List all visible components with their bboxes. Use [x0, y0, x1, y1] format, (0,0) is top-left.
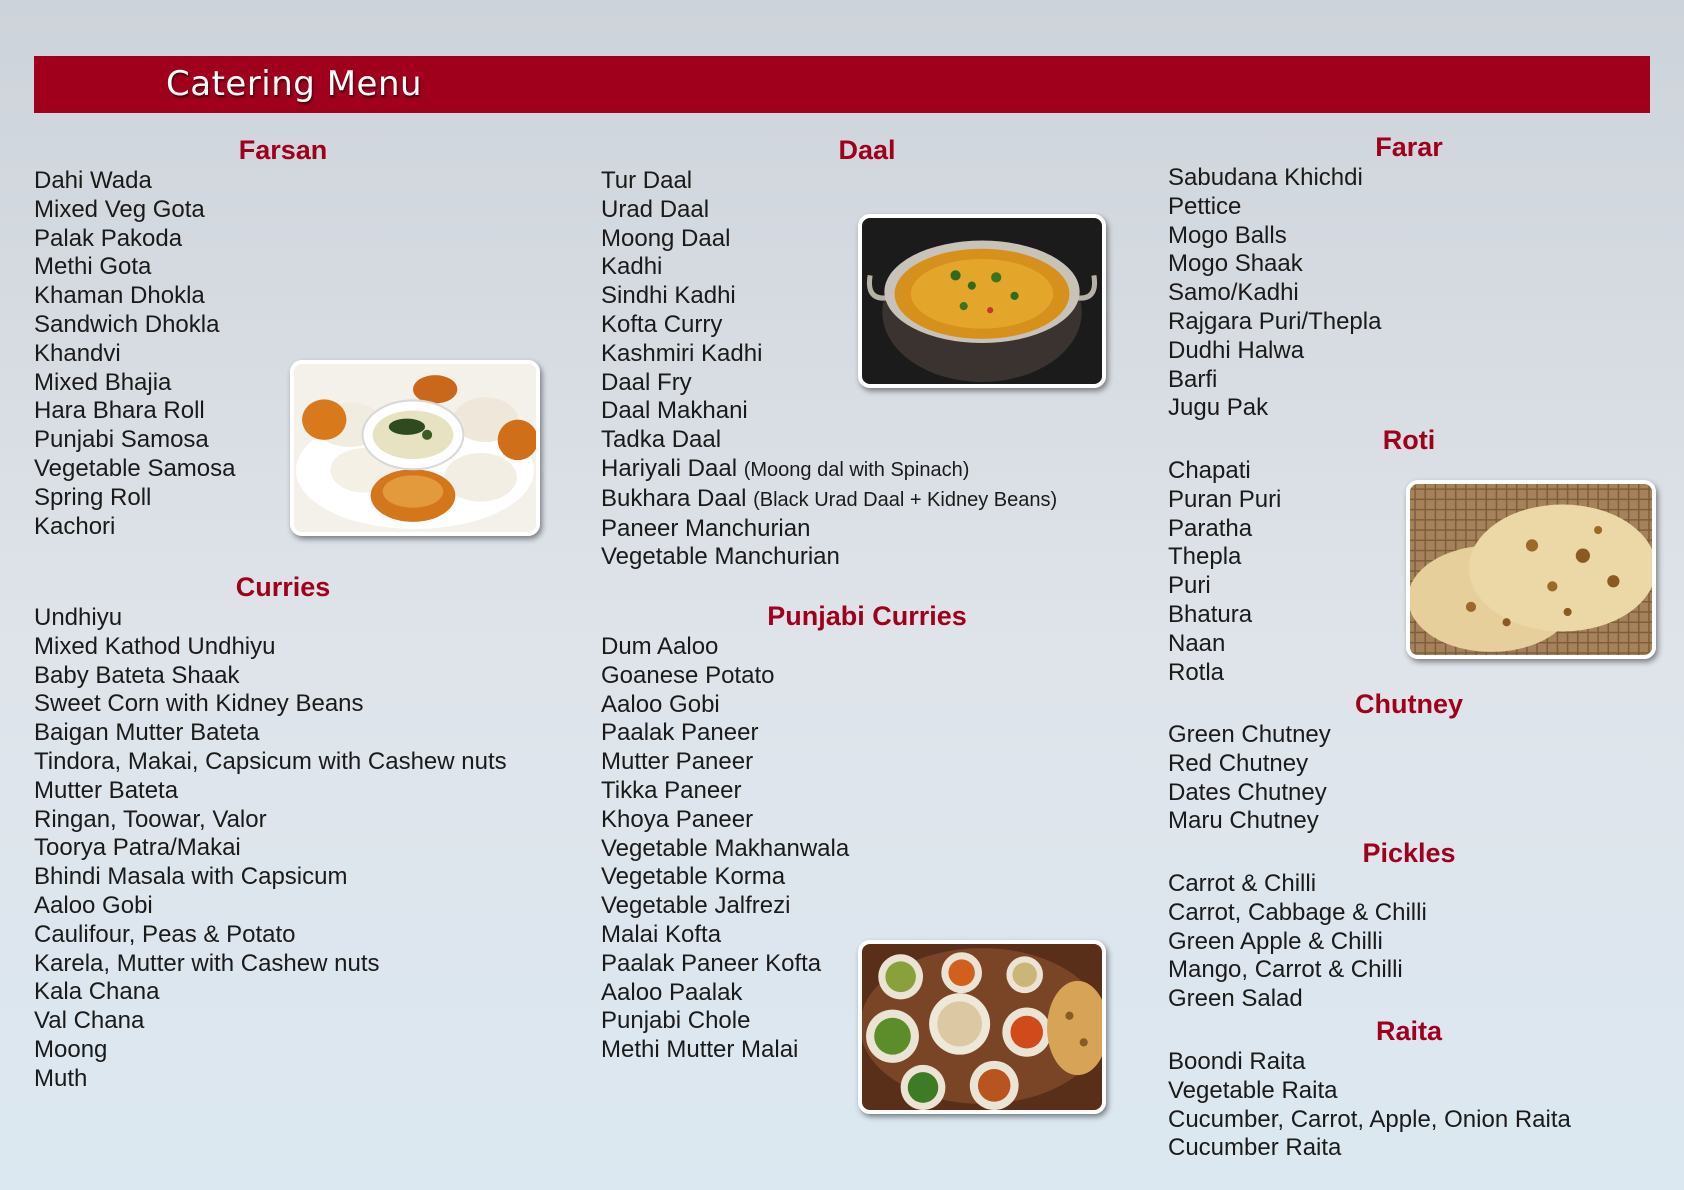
list-item: Malai Kofta: [601, 920, 722, 948]
list-item: Goanese Potato: [601, 661, 775, 689]
list-item: Caulifour, Peas & Potato: [34, 920, 296, 948]
list-item: Khandvi: [34, 339, 121, 367]
list-item: Toorya Patra/Makai: [34, 834, 241, 862]
list-item: Dudhi Halwa: [1168, 336, 1305, 364]
list-item: [601, 485, 1133, 515]
list-item: Dum Aaloo: [601, 633, 719, 660]
list-item: Mixed Veg Gota: [34, 195, 205, 223]
page-title: Catering Menu: [166, 64, 423, 104]
list-item: Hara Bhara Roll: [34, 397, 205, 425]
list-item: Mutter Bateta: [34, 776, 179, 804]
title-banner: [34, 56, 1650, 113]
list-item: Boondi Raita: [1168, 1048, 1306, 1075]
list-item: Sweet Corn with Kidney Beans: [34, 690, 364, 718]
list-item: Paalak Paneer: [601, 719, 759, 747]
list-item: Spring Roll: [34, 483, 152, 511]
list-item: Tadka Daal: [601, 426, 722, 454]
list-item: Methi Gota: [34, 253, 152, 281]
daal-photo: [858, 214, 1106, 388]
list-item: Punjabi Samosa: [34, 426, 209, 454]
list-item: Bhindi Masala with Capsicum: [34, 863, 348, 891]
list-item: Undhiyu: [34, 604, 123, 631]
item-name: Hariyali Daal: [601, 454, 738, 482]
list-item: Baby Bateta Shaak: [34, 661, 240, 689]
farar-section: [1168, 130, 1650, 423]
list-item: Mango, Carrot & Chilli: [1168, 956, 1403, 984]
pickles-heading: Pickles: [1362, 838, 1456, 868]
item-note: (Moong dal with Spinach): [743, 458, 970, 481]
raita-heading: Raita: [1375, 1016, 1443, 1046]
list-item: Tindora, Makai, Capsicum with Cashew nuts: [34, 747, 507, 775]
list-item: Thepla: [1168, 543, 1242, 571]
list-item: Puri: [1168, 572, 1211, 600]
raita-list: [1168, 1048, 1650, 1163]
list-item: Pettice: [1168, 192, 1242, 220]
chutney-heading: Chutney: [1355, 689, 1463, 719]
curries-heading: Curries: [235, 572, 331, 602]
list-item: Muth: [34, 1064, 88, 1092]
farsan-photo: [290, 360, 540, 536]
list-item: Khoya Paneer: [601, 805, 754, 833]
list-item: Green Apple & Chilli: [1168, 927, 1383, 955]
list-item: Mutter Paneer: [601, 748, 754, 776]
list-item: Vegetable Samosa: [34, 454, 236, 482]
list-item: Kala Chana: [34, 978, 160, 1006]
list-item: Rotla: [1168, 658, 1225, 686]
list-item: Vegetable Makhanwala: [601, 834, 850, 862]
chutney-section: [1168, 687, 1650, 836]
farar-heading: Farar: [1375, 132, 1443, 162]
item-name: Bukhara Daal: [601, 484, 747, 512]
list-item: Paratha: [1168, 514, 1253, 542]
list-item: Puran Puri: [1168, 485, 1282, 513]
list-item: Jugu Pak: [1168, 394, 1269, 422]
list-item: Moong Daal: [601, 224, 731, 252]
list-item: Tur Daal: [601, 167, 693, 194]
list-item: Mogo Balls: [1168, 221, 1287, 249]
list-item: Karela, Mutter with Cashew nuts: [34, 949, 380, 977]
list-item: [601, 455, 1133, 485]
list-item: Urad Daal: [601, 195, 710, 223]
list-item: Paneer Manchurian: [601, 514, 811, 542]
list-item: Vegetable Manchurian: [601, 543, 840, 571]
chutney-list: [1168, 721, 1650, 836]
item-note: (Black Urad Daal + Kidney Beans): [753, 488, 1058, 511]
list-item: Cucumber Raita: [1168, 1134, 1342, 1162]
list-item: Vegetable Raita: [1168, 1076, 1338, 1104]
list-item: Green Salad: [1168, 985, 1303, 1013]
pickles-section: [1168, 836, 1650, 1014]
list-item: Sindhi Kadhi: [601, 282, 736, 310]
list-item: Kachori: [34, 512, 116, 540]
list-item: Baigan Mutter Bateta: [34, 719, 260, 747]
punjabi-curries-photo: [858, 940, 1106, 1114]
list-item: Tikka Paneer: [601, 776, 742, 804]
farsan-heading: Farsan: [238, 135, 328, 165]
list-item: Daal Fry: [601, 368, 692, 396]
daal-heading: Daal: [838, 135, 896, 165]
list-item: Cucumber, Carrot, Apple, Onion Raita: [1168, 1105, 1571, 1133]
list-item: Red Chutney: [1168, 749, 1309, 777]
list-item: Mixed Kathod Undhiyu: [34, 632, 276, 660]
list-item: Kashmiri Kadhi: [601, 339, 763, 367]
list-item: Naan: [1168, 629, 1226, 657]
list-item: Sabudana Khichdi: [1168, 164, 1363, 191]
list-item: Samo/Kadhi: [1168, 279, 1299, 307]
list-item: Vegetable Korma: [601, 863, 786, 891]
list-item: Chapati: [1168, 457, 1251, 484]
list-item: Carrot & Chilli: [1168, 870, 1317, 897]
list-item: Val Chana: [34, 1007, 145, 1035]
list-item: Daal Makhani: [601, 397, 748, 425]
list-item: Barfi: [1168, 365, 1218, 393]
list-item: Moong: [34, 1035, 108, 1063]
curries-section: [34, 570, 532, 1094]
list-item: Green Chutney: [1168, 721, 1331, 748]
list-item: Vegetable Jalfrezi: [601, 892, 791, 920]
list-item: Kadhi: [601, 253, 663, 281]
list-item: Mogo Shaak: [1168, 250, 1303, 278]
list-item: Paalak Paneer Kofta: [601, 949, 822, 977]
list-item: Dates Chutney: [1168, 778, 1327, 806]
list-item: Methi Mutter Malai: [601, 1036, 799, 1064]
list-item: Khaman Dhokla: [34, 282, 205, 310]
roti-photo: [1406, 480, 1656, 659]
list-item: Maru Chutney: [1168, 807, 1319, 835]
curries-list: [34, 604, 532, 1094]
list-item: Bhatura: [1168, 600, 1253, 628]
list-item: Dahi Wada: [34, 167, 152, 194]
farar-list: [1168, 164, 1650, 423]
list-item: Aaloo Gobi: [34, 891, 153, 919]
list-item: Carrot, Cabbage & Chilli: [1168, 898, 1427, 926]
list-item: Kofta Curry: [601, 310, 723, 338]
list-item: Punjabi Chole: [601, 1007, 751, 1035]
punjabi-curries-heading: Punjabi Curries: [767, 601, 967, 631]
roti-heading: Roti: [1382, 425, 1436, 455]
list-item: Aaloo Paalak: [601, 978, 743, 1006]
list-item: Rajgara Puri/Thepla: [1168, 307, 1382, 335]
raita-section: [1168, 1014, 1650, 1163]
list-item: Mixed Bhajia: [34, 368, 172, 396]
list-item: Aaloo Gobi: [601, 690, 720, 718]
pickles-list: [1168, 870, 1650, 1014]
list-item: Palak Pakoda: [34, 224, 183, 252]
list-item: Ringan, Toowar, Valor: [34, 805, 267, 833]
list-item: Sandwich Dhokla: [34, 310, 220, 338]
